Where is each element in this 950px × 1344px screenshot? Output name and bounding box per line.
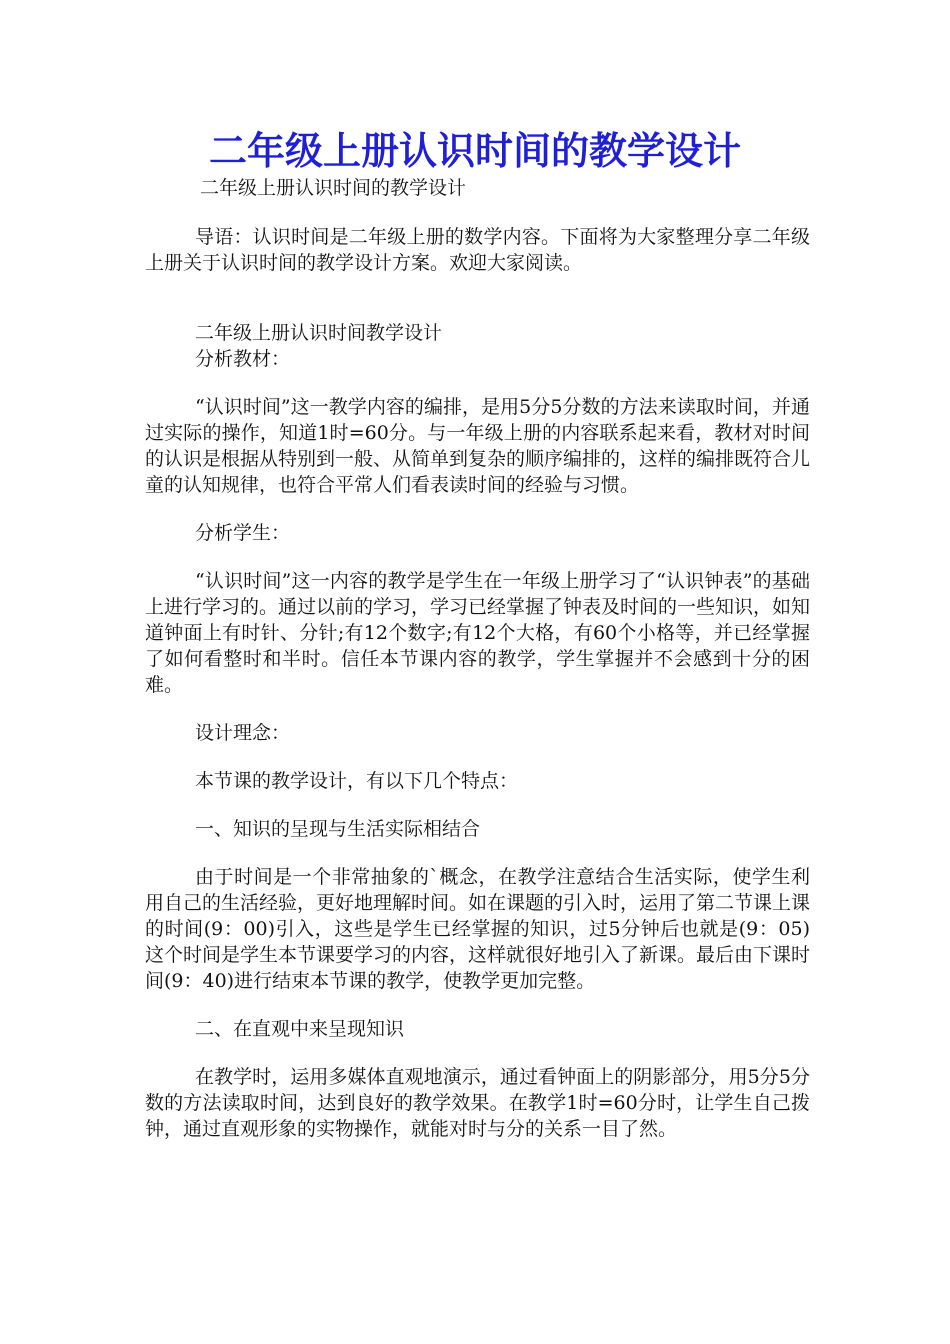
section-heading-design: 二年级上册认识时间教学设计 (195, 322, 443, 344)
section-heading-concept: 设计理念： (195, 722, 291, 744)
feature-heading-2: 二、在直观中来呈现知识 (195, 1018, 405, 1040)
features-intro-paragraph: 本节课的教学设计，有以下几个特点： (195, 770, 519, 792)
student-analysis-paragraph: “认识时间”这一内容的教学是学生在一年级上册学习了“认识钟表”的基础上进行学习的。通过以前的学习，学习已经掌握了钟表及时间的一些知识，如知道钟面上有时针、分针;有12个数字;有12个大格，有60个小格等，并已经掌握了如何看整时和半时。信任本节课内容的教学，学生掌握并不会感到十分的困难。 (145, 570, 811, 696)
document-title: 二年级上册认识时间的教学设计 (208, 129, 741, 173)
textbook-analysis-paragraph: “认识时间”这一教学内容的编排，是用5分5分数的方法来读取时间，并通过实际的操作，知道1时=60分。与一年级上册的内容联系起来看，教材对时间的认识是根据从特别到一般、从简单到复杂的顺序编排的，这样的编排既符合儿童的认知规律，也符合平常人们看表读时间的经验与习惯。 (145, 396, 811, 496)
section-heading-students: 分析学生： (195, 522, 291, 544)
section-heading-textbook: 分析教材： (195, 348, 291, 370)
feature-paragraph-1: 由于时间是一个非常抽象的`概念，在教学注意结合生活实际，使学生利用自己的生活经验，更好地理解时间。如在课题的引入时，运用了第二节课上课的时间(9：00)引入，这些是学生已经掌握的知识，过5分钟后也就是(9：05)这个时间是学生本节课要学习的内容，这样就很好地引入了新课。最后由下课时间(9：40)进行结束本节课的教学，使教学更加完整。 (145, 866, 811, 992)
feature-paragraph-2: 在教学时，运用多媒体直观地演示，通过看钟面上的阴影部分，用5分5分数的方法读取时间，达到良好的教学效果。在教学1时=60分时，让学生自己拨钟，通过直观形象的实物操作，就能对时与分的关系一目了然。 (145, 1066, 810, 1140)
intro-paragraph: 导语：认识时间是二年级上册的数学内容。下面将为大家整理分享二年级上册关于认识时间的教学设计方案。欢迎大家阅读。 (145, 226, 810, 274)
document-subtitle: 二年级上册认识时间的教学设计 (200, 177, 467, 199)
feature-heading-1: 一、知识的呈现与生活实际相结合 (195, 818, 481, 840)
document-body (145, 224, 810, 1142)
